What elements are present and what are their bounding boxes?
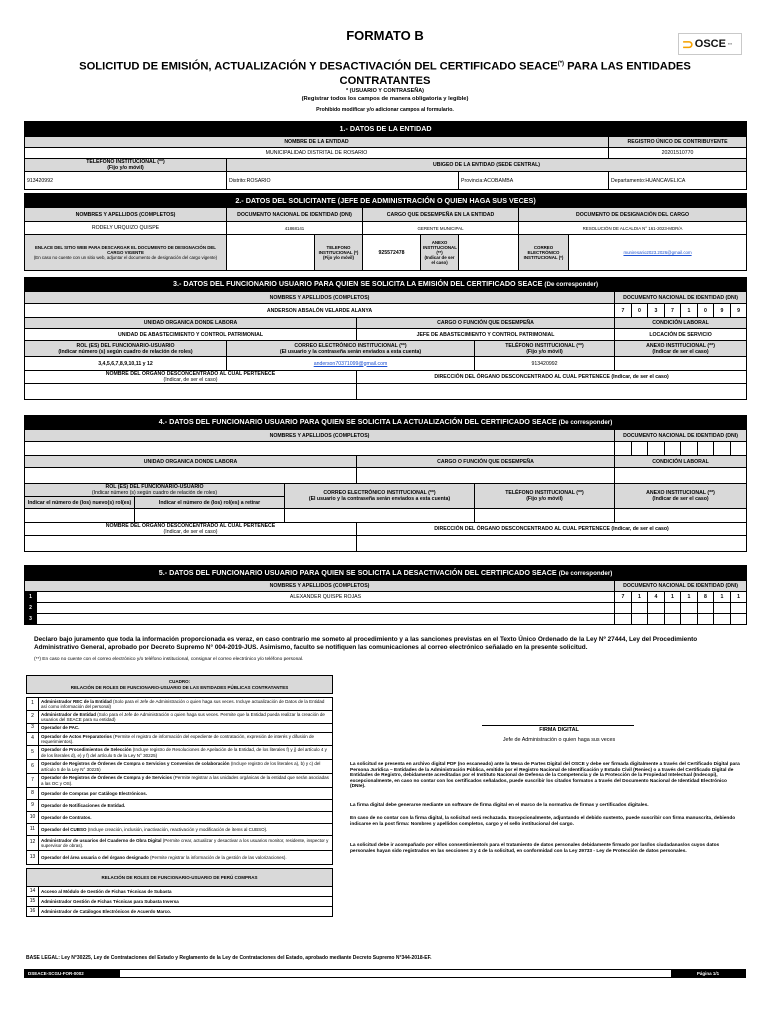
s5-dni-digit[interactable] [698,614,714,625]
role-row [27,887,333,897]
s4-retirar-rol-field[interactable] [135,509,285,523]
h-s3-tel: TELÉFONO INSTITUCIONAL (**) (Fijo y/o móvil) [475,341,615,357]
s5-dni-digit[interactable] [681,603,698,614]
role-number: 2 [27,711,39,724]
s5-nombre-field[interactable] [37,603,615,614]
tel-field[interactable]: 913420992 [25,172,227,190]
base-legal: BASE LEGAL: Ley N°30225, Ley de Contrataciones del Estado y Reglamento de la Ley de Contrataciones del Estado, aprobado mediante Decreto Supremo N°344-2018-EF. [26,955,432,961]
role-row [27,698,333,711]
designacion-field[interactable]: RESOLUCIÓN DE ALCALDIA N° 161-2023-MDR/A [519,222,747,235]
role-desc: Operador de Notificaciones de Entidad. [39,800,333,812]
s3-condicion-field[interactable]: LOCACIÓN DE SERVICIO [615,329,747,341]
para-consentimiento: La solicitud debe ir acompañado por el/los consentimiento/s para el tratamiento de datos personales debidamente firmado por las/los ciudadanas/os cuyos datos personales hayan sido registrados en las secciones 3 y 4 de la solicitud, en conformidad con la Ley 29733 - Ley de Protección de datos personales. [350,843,720,854]
h-s4-nombres: NOMBRES Y APELLIDOS (COMPLETOS) [25,430,615,442]
enlace-field[interactable] [227,235,315,271]
s5-row [25,592,747,603]
role-row [27,774,333,788]
h-s3-dni: DOCUMENTO NACIONAL DE IDENTIDAD (DNI) [615,292,747,304]
role-desc: Operador del área usuaria o del órgano designado (Permite registrar la información de la gestión de las valorizaciones). [39,851,333,865]
role-row [27,733,333,746]
s4-condicion-field[interactable] [615,468,747,484]
role-number: 12 [27,836,39,851]
role-desc: Acceso al Módulo de Gestión de Fichas Técnicas de Subasta [39,887,333,897]
s4-nuevo-rol-field[interactable] [25,509,135,523]
role-desc: Operador de Registros de Órdenes de Compra o Servicios y Convenios de colaboración (Incluye registro de los literales a), b) y c) del artículo 5 de la Ley N° 30225) [39,760,333,774]
s3-dni-digit[interactable]: 7 [615,304,632,318]
s3-unidad-field[interactable]: UNIDAD DE ABASTECIMIENTO Y CONTROL PATRIMONIAL [25,329,357,341]
roles-peru-compras-title: RELACIÓN DE ROLES DE FUNCIONARIO-USUARIO DE PERÚ COMPRAS [27,869,333,887]
s5-dni-digit[interactable] [648,614,665,625]
s4-organo-field[interactable] [25,536,357,552]
s4-anexo-field[interactable] [615,509,747,523]
role-desc: Administrador de Catálogos Electrónicos de Acuerdo Marco. [39,907,333,917]
h-sol-anexo: ANEXO INSTITUCIONAL (**) (Indicar de ser el caso) [421,235,459,271]
signature-label: FIRMA DIGITAL [539,727,579,733]
section-1-table [24,121,747,190]
role-number: 14 [27,887,39,897]
s5-dni-digit[interactable]: 4 [648,592,665,603]
role-number: 4 [27,733,39,746]
s5-dni-digit[interactable] [698,603,714,614]
s4-dni-digit[interactable] [681,442,698,456]
section-3-table [24,277,747,400]
h-s3-condicion: CONDICIÓN LABORAL [615,318,747,329]
s5-dni-digit[interactable]: 7 [615,592,632,603]
signature-sub: Jefe de Administración o quien haga sus veces [502,737,616,743]
h-s4-direccion: DIRECCIÓN DEL ÓRGANO DESCONCENTRADO AL CUAL PERTENECE (Indicar, de ser el caso) [357,523,747,536]
s4-dni-digit[interactable] [632,442,648,456]
role-row [27,746,333,760]
para-presentacion: La solicitud se presenta en archivo digital PDF (no escaneado) ante la Mesa de Partes Digital del OSCE y debe ser firmada digitalmente a través del Certificado Digital para Persona Jurídica – Entidades de la Administración Pública, emitido por el Registro Nacional de Identificación y Estado Civil (Reniec) o a través del Certificado Digital de Entidades de Registro, debidamente acreditadas por el Instituto Nacional de Defensa de la Competencia y de la Protección de la Propiedad Intelectual (Indecopi), excepcionalmente, en caso no contar con los certificados señalados, puede suscribir los citados formatos a través del Documento Nacional de Identidad Electrónico (DNIe). [350,762,740,790]
subtitle-usuario: * (USUARIO Y CONTRASEÑA) [345,88,425,94]
para-firma-digital: La firma digital debe generarse mediante un software de firma digital en el marco de la normativa de firmas y certificados digitales. [350,803,649,808]
section-4-table [24,415,747,552]
role-number: 15 [27,897,39,907]
h-s3-nombres: NOMBRES Y APELLIDOS (COMPLETOS) [25,292,615,304]
h-s4-rol: ROL (ES) DEL FUNCIONARIO-USUARIO (Indicar número (s) según cuadro de relación de roles) [25,484,285,497]
role-number: 7 [27,774,39,788]
s5-dni-digit[interactable]: 1 [731,592,747,603]
distrito-field[interactable]: Distrito:ROSARIO [227,172,459,190]
role-row [27,851,333,865]
role-row [27,824,333,836]
h-s4-correo: CORREO ELECTRÓNICO INSTITUCIONAL (**) (El usuario y la contraseña serán enviados a esta cuenta) [285,484,475,509]
section-2-table [24,193,747,271]
s3-nombres-field[interactable]: ANDERSON ABSALÓN VELARDE ALANYA [25,304,615,318]
s5-dni-digit[interactable]: 1 [714,592,731,603]
h-enlace: ENLACE DEL SITIO WEB PARA DESCARGAR EL DOCUMENTO DE DESIGNACIÓN DEL CARGO VIGENTE (En caso no cuente con un sitio web, adjuntar el documento de designación del cargo vigente) [25,235,227,271]
h-solicitante-nombres: NOMBRES Y APELLIDOS (COMPLETOS) [25,208,227,222]
osce-logo: ⊃ OSCE ▪▪▪ [678,33,742,55]
provincia-field[interactable]: Provincia:ACOBAMBA [459,172,609,190]
s5-nombre-field[interactable] [37,614,615,625]
s4-dni-digit[interactable] [698,442,714,456]
s4-tel-field[interactable] [475,509,615,523]
para-sin-firma: En caso de no contar con la firma digital, la solicitud será rechazada. Excepcionalmente, adjuntando el debido sustento, puede suscribir con firma manuscrita, debiendo indicarse en la post firma: Nombres y apellidos completos, cargo y el sello institucional del cargo. [350,816,736,827]
sol-correo-link[interactable]: muniresario2023.2026@gmail.com [623,250,692,255]
h-s4-condicion: CONDICIÓN LABORAL [615,456,747,468]
role-row [27,812,333,824]
s3-rol-field[interactable]: 3,4,5,6,7,8,9,10,11 y 12 [25,357,227,371]
s5-dni-digit[interactable] [731,614,747,625]
role-row [27,836,333,851]
section-5-bar: 5.- DATOS DEL FUNCIONARIO USUARIO PARA QUIEN SE SOLICITA LA DESACTIVACIÓN DEL CERTIFICADO SEACE (De corresponder) [25,566,747,581]
s4-unidad-field[interactable] [25,468,357,484]
s3-direccion-field[interactable] [357,384,747,400]
formato-title: FORMATO B [346,28,424,43]
s3-organo-field[interactable] [25,384,357,400]
role-number: 13 [27,851,39,865]
section-5-table [24,565,747,625]
s5-dni-digit[interactable] [632,603,648,614]
role-row [27,711,333,724]
role-row [27,907,333,917]
h-s3-unidad: UNIDAD ORGANICA DONDE LABORA [25,318,357,329]
role-desc: Operador de Registros de Órdenes de Compra y de Servicios (Permite registrar a las unidades orgánicas de la entidad que serán asociadas a las OC y OS). [39,774,333,788]
s3-dni-digit[interactable]: 9 [714,304,731,318]
s4-dni-digit[interactable] [648,442,665,456]
h-s4-nuevo-rol: Indicar el número de (los) nuevo(s) rol(es) [25,497,135,509]
s5-dni-digit[interactable]: 1 [681,592,698,603]
s3-correo-link[interactable]: anderson70371099@gmail.com [313,360,388,367]
footer-page: Página 1/1 [671,970,745,977]
s5-dni-digit[interactable]: 1 [632,592,648,603]
s4-cargo-field[interactable] [357,468,615,484]
s5-row [25,603,747,614]
s3-dni-digit[interactable]: 7 [665,304,681,318]
declaration-text: Declaro bajo juramento que toda la información proporcionada es veraz, en caso contrario me someto al procedimiento y a las sanciones previstas en el Texto Único Ordenado de la Ley Nº 27444, Ley del Procedimiento Administrativo General, aprobado por Decreto Supremo N° 004-2019-JUS. Asimismo, faculto se notifiquen las comunicaciones al correo electrónico señalado en la presente solicitud. [34,636,698,651]
s5-dni-digit[interactable] [665,603,681,614]
s5-dni-digit[interactable] [714,603,731,614]
h-s4-organo: NOMBRE DEL ORGANO DESCONCENTRADO AL CUAL PERTENECE (Indicar, de ser el caso) [25,523,357,536]
role-number: 6 [27,760,39,774]
main-title: SOLICITUD DE EMISIÓN, ACTUALIZACIÓN Y DESACTIVACIÓN DEL CERTIFICADO SEACE(*) PARA LAS ENTIDADES CONTRATANTES [79,60,691,87]
s3-dni-digit[interactable]: 9 [731,304,747,318]
s5-dni-digit[interactable] [681,614,698,625]
s5-dni-digit[interactable] [632,614,648,625]
sol-anexo-field[interactable] [459,235,519,271]
s3-cargo-field[interactable]: JEFE DE ABASTECIMIENTO Y CONTROL PATRIMONIAL [357,329,615,341]
h-s4-anexo: ANEXO INSTITUCIONAL (**) (Indicar de ser el caso) [615,484,747,509]
h-s4-cargo: CARGO O FUNCIÓN QUE DESEMPEÑA [357,456,615,468]
role-desc: Operador del CUBSO (Incluye creación, inclusión, inactivación, reactivación y modificación de ítems al CUBSO). [39,824,333,836]
s4-direccion-field[interactable] [357,536,747,552]
signature-line [482,725,634,726]
s4-dni-digit[interactable] [714,442,731,456]
s4-dni-digit[interactable] [731,442,747,456]
s5-dni-digit[interactable] [714,614,731,625]
h-s3-rol: ROL (ES) DEL FUNCIONARIO-USUARIO (Indicar número (s) según cuadro de relación de roles) [25,341,227,357]
role-number: 16 [27,907,39,917]
h-s3-direccion: DIRECCIÓN DEL ÓRGANO DESCONCENTRADO AL CUAL PERTENECE (Indicar, de ser el caso) [357,371,747,384]
role-row [27,800,333,812]
footer-code: DSEACE-SCGU-FOR-0002 [25,970,120,977]
h-sol-tel: TELEFONO INSTITUCIONAL (*) (Fijo y/o móvil) [315,235,363,271]
entidad-nombre-field[interactable]: MUNICIPALIDAD DISTRITAL DE ROSARIO [25,148,609,159]
s3-anexo-field[interactable] [615,357,747,371]
departamento-field[interactable]: Departamento:HUANCAVELICA [609,172,747,190]
h-s4-unidad: UNIDAD ORGANICA DONDE LABORA [25,456,357,468]
s3-dni-digit[interactable]: 1 [681,304,698,318]
s5-dni-digit[interactable] [615,614,632,625]
s3-correo-field[interactable] [227,357,475,371]
s4-correo-field[interactable] [285,509,475,523]
role-desc: Operador de Compras por Catálogo Electrónicos. [39,788,333,800]
s4-dni-digit[interactable] [665,442,681,456]
solicitante-nombres-field[interactable]: RODELY URQUIZO QUISPE [25,222,227,235]
role-desc: Administrador de usuarios del Cuaderno de Obra Digital (Permite crear, actualizar y desactivar a los usuarios monitor, residente, inspector y supervisor de obras). [39,836,333,851]
h-s3-cargo: CARGO O FUNCIÓN QUE DESEMPEÑA [357,318,615,329]
role-row [27,788,333,800]
h-sol-correo: CORREO ELECTRÓNICO INSTITUCIONAL (*) [519,235,569,271]
h-s4-tel: TELÉFONO INSTITUCIONAL (**) (Fijo y/o móvil) [475,484,615,509]
sol-tel-field[interactable]: 925572478 [363,235,421,271]
role-number: 10 [27,812,39,824]
ruc-field[interactable]: 20201510770 [609,148,747,159]
h-s4-dni: DOCUMENTO NACIONAL DE IDENTIDAD (DNI) [615,430,747,442]
role-number: 5 [27,746,39,760]
h-solicitante-cargo: CARGO QUE DESEMPEÑA EN LA ENTIDAD [363,208,519,222]
role-desc: Operador de Contratos. [39,812,333,824]
h-designacion: DOCUMENTO DE DESIGNACIÓN DEL CARGO [519,208,747,222]
solicitante-cargo-field[interactable]: GERENTE MUNICIPAL [363,222,519,235]
s3-dni-digit[interactable]: 3 [648,304,665,318]
h-s3-correo: CORREO ELECTRÓNICO INSTITUCIONAL (**) (El usuario y la contraseña serán enviados a esta cuenta) [227,341,475,357]
s5-dni-digit[interactable] [648,603,665,614]
sol-correo-field[interactable] [569,235,747,271]
role-desc: Operador de Procedimientos de Selección (Incluye registro de Resoluciones de Apelación de la Entidad, de los literales f) y j) del artículo 4 y de los literales d), e) y f) del artículo 5 de la Ley N° 30225) [39,746,333,760]
s5-row-number: 3 [25,614,37,625]
s5-nombre-field[interactable]: ALEXANDER QUISPE ROJAS [37,592,615,603]
role-desc: Operador de PAC. [39,724,333,733]
h-s5-dni: DOCUMENTO NACIONAL DE IDENTIDAD (DNI) [615,581,747,592]
role-number: 1 [27,698,39,711]
role-desc: Administrador de Entidad (Solo para el Jefe de Administración o quien haga sus veces. Permite que la Entidad pueda realizar la creación de usuarios del SEACE para su entidad) [39,711,333,724]
s5-dni-digit[interactable]: 1 [665,592,681,603]
subtitle-prohibido: Prohibido modificar y/o adicionar campos al formulario. [316,107,454,113]
s3-dni-digit[interactable]: 0 [632,304,648,318]
role-desc: Operador de Actos Preparatorios (Permite el registro de información del expediente de contratación, expresión de interés y difusión de requerimientos). [39,733,333,746]
h-entidad-nombre: NOMBRE DE LA ENTIDAD [25,137,609,148]
h-ubigeo: UBIGEO DE LA ENTIDAD (SEDE CENTRAL) [227,159,747,172]
form-page [24,0,746,1024]
role-row [27,724,333,733]
h-tel-institucional: TELEFONO INSTITUCIONAL (**) (Fijo y/o móvil) [25,159,227,172]
section-3-bar: 3.- DATOS DEL FUNCIONARIO USUARIO PARA QUIEN SE SOLICITA LA EMISIÓN DEL CERTIFICADO SEACE (De corresponder) [25,278,747,292]
section-4-bar: 4.- DATOS DEL FUNCIONARIO USUARIO PARA QUIEN SE SOLICITA LA ACTUALIZACIÓN DEL CERTIFICADO SEACE (De corresponder) [25,416,747,430]
note-correo: (**) En caso no cuente con el correo electrónico y/o teléfono institucional, consignar el correo electrónico y/o teléfono personal. [34,657,304,662]
role-number: 8 [27,788,39,800]
s5-row [25,614,747,625]
s4-dni-digit[interactable] [615,442,632,456]
s5-dni-digit[interactable] [615,603,632,614]
s3-tel-field[interactable]: 913420992 [475,357,615,371]
s5-dni-digit[interactable] [731,603,747,614]
role-row [27,897,333,907]
h-ruc: REGISTRO ÚNICO DE CONTRIBUYENTE [609,137,747,148]
s5-row-number: 1 [25,592,37,603]
section-1-bar: 1.- DATOS DE LA ENTIDAD [25,122,747,137]
role-desc: Administrador Gestión de Fichas Técnicas para Subasta Inversa [39,897,333,907]
section-2-bar: 2.- DATOS DEL SOLICITANTE (JEFE DE ADMINISTRACIÓN O QUIEN HAGA SUS VECES) [25,194,747,208]
footer-bar [24,969,746,978]
s3-dni-digit[interactable]: 0 [698,304,714,318]
h-s4-retirar-rol: Indicar el número de (los) rol(es) a retirar [135,497,285,509]
roles-table [26,675,333,917]
s4-nombres-field[interactable] [25,442,615,456]
role-row [27,760,333,774]
solicitante-dni-field[interactable]: 41868141 [227,222,363,235]
role-desc: Administrador REC de la Entidad (Solo para el Jefe de Administración o quien haga sus veces. Incluye actualización de Datos de la Entidad así como información del personal) [39,698,333,711]
role-number: 11 [27,824,39,836]
roles-title: CUADRO: RELACIÓN DE ROLES DE FUNCIONARIO-USUARIO DE LAS ENTIDADES PÚBLICAS CONTRATANTES [27,676,333,694]
s5-dni-digit[interactable] [665,614,681,625]
role-number: 9 [27,800,39,812]
s5-row-number: 2 [25,603,37,614]
s5-dni-digit[interactable]: 8 [698,592,714,603]
h-s3-organo: NOMBRE DEL ORGANO DESCONCENTRADO AL CUAL PERTENECE (Indicar, de ser el caso) [25,371,357,384]
h-s5-nombres: NOMBRES Y APELLIDOS (COMPLETOS) [25,581,615,592]
h-solicitante-dni: DOCUMENTO NACIONAL DE IDENTIDAD (DNI) [227,208,363,222]
subtitle-registrar: (Registrar todos los campos de manera obligatoria y legible) [301,96,469,102]
h-s3-anexo: ANEXO INSTITUCIONAL (**) (Indicar de ser el caso) [615,341,747,357]
role-number: 3 [27,724,39,733]
